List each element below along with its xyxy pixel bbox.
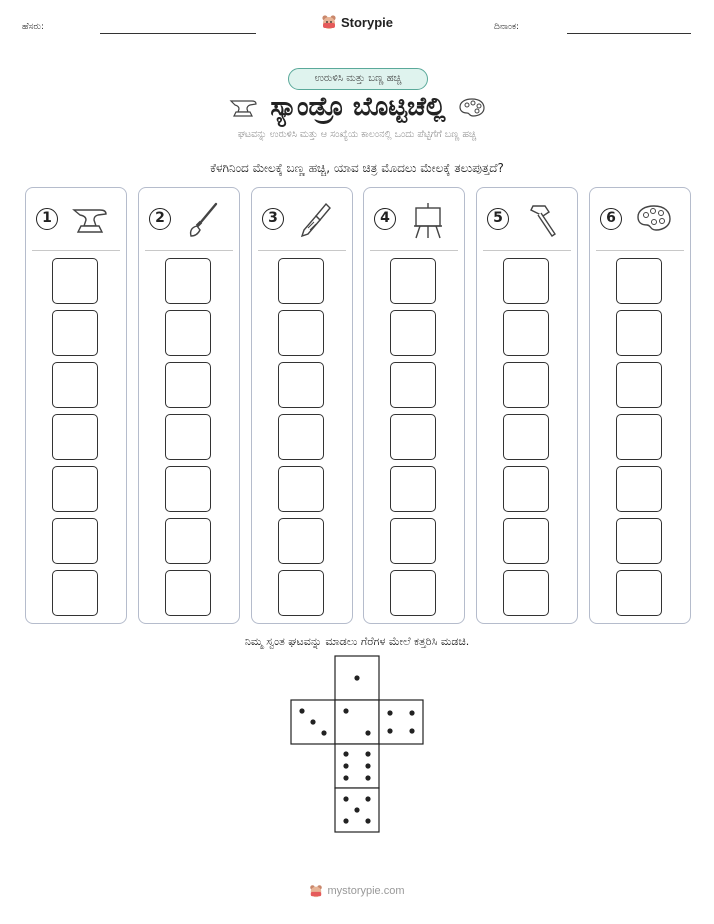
column-number: 5 <box>487 208 509 230</box>
activity-badge: ಉರುಳಿಸಿ ಮತ್ತು ಬಣ್ಣ ಹಚ್ಚಿ <box>288 68 428 90</box>
color-box[interactable] <box>503 258 549 304</box>
anvil-icon <box>70 200 110 240</box>
column-2 <box>138 187 240 624</box>
palette-icon <box>458 97 486 119</box>
color-box[interactable] <box>165 570 211 616</box>
column-header <box>364 188 464 250</box>
column-number: 2 <box>149 208 171 230</box>
name-label: ಹೆಸರು: <box>22 22 45 32</box>
brand-logo <box>0 14 714 34</box>
color-box[interactable] <box>52 258 98 304</box>
color-box[interactable] <box>165 258 211 304</box>
column-divider <box>258 250 346 251</box>
color-box[interactable] <box>390 414 436 460</box>
color-box[interactable] <box>52 518 98 564</box>
dice-face-4 <box>379 700 423 744</box>
color-box[interactable] <box>52 414 98 460</box>
column-5 <box>476 187 578 624</box>
column-number: 1 <box>36 208 58 230</box>
color-box[interactable] <box>165 362 211 408</box>
color-box[interactable] <box>278 258 324 304</box>
column-divider <box>596 250 684 251</box>
color-box[interactable] <box>503 570 549 616</box>
column-1 <box>25 187 127 624</box>
column-divider <box>145 250 233 251</box>
column-3 <box>251 187 353 624</box>
color-box[interactable] <box>503 466 549 512</box>
date-label: ದಿನಾಂಕ: <box>494 22 520 32</box>
column-divider <box>32 250 120 251</box>
page-subtitle: ಘಟವನ್ನು ಉರುಳಿಸಿ ಮತ್ತು ಆ ಸಂಖ್ಯೆಯ ಕಾಲಂನಲ್ಲಿ ಒಂದು ಪೆಟ್ಟಿಗೆಗೆ ಬಣ್ಣ ಹಚ್ಚಿ <box>237 129 477 140</box>
color-box[interactable] <box>503 362 549 408</box>
dice-face-2 <box>335 700 379 744</box>
color-box[interactable] <box>165 414 211 460</box>
color-box[interactable] <box>52 362 98 408</box>
column-header <box>252 188 352 250</box>
color-box[interactable] <box>616 466 662 512</box>
color-box[interactable] <box>278 570 324 616</box>
column-header <box>26 188 126 250</box>
page-title-row <box>0 92 714 126</box>
column-divider <box>483 250 571 251</box>
color-box[interactable] <box>616 258 662 304</box>
color-box[interactable] <box>278 414 324 460</box>
color-box[interactable] <box>52 310 98 356</box>
chisel-icon <box>296 200 336 240</box>
column-divider <box>370 250 458 251</box>
storypie-mascot-icon <box>321 14 337 30</box>
color-box[interactable] <box>278 466 324 512</box>
column-number: 6 <box>600 208 622 230</box>
color-box[interactable] <box>278 518 324 564</box>
color-box[interactable] <box>390 258 436 304</box>
color-box[interactable] <box>616 518 662 564</box>
color-box[interactable] <box>616 570 662 616</box>
color-box[interactable] <box>616 362 662 408</box>
cutout-instruction: ನಿಮ್ಮ ಸ್ವಂತ ಘಟವನ್ನು ಮಾಡಲು ಗೆರೆಗಳ ಮೇಲೆ ಕತ್ತರಿಸಿ ಮಡಚಿ. <box>244 635 470 648</box>
dice-face-6 <box>335 744 379 788</box>
footer-url[interactable]: mystorypie.com <box>327 885 405 897</box>
color-box[interactable] <box>503 310 549 356</box>
column-number: 3 <box>262 208 284 230</box>
color-box[interactable] <box>52 570 98 616</box>
question-text: ಕೆಳಗಿನಿಂದ ಮೇಲಕ್ಕೆ ಬಣ್ಣ ಹಚ್ಚಿ, ಯಾವ ಚಿತ್ರ ಮೊದಲು ಮೇಲಕ್ಕೆ ತಲುಪುತ್ತದೆ? <box>210 161 504 175</box>
color-box[interactable] <box>616 310 662 356</box>
anvil-icon <box>228 97 258 119</box>
column-4 <box>363 187 465 624</box>
dice-net <box>290 655 426 835</box>
color-box[interactable] <box>165 466 211 512</box>
color-box[interactable] <box>390 310 436 356</box>
palette-icon <box>634 200 674 240</box>
date-line[interactable] <box>567 33 691 34</box>
color-box[interactable] <box>390 518 436 564</box>
color-box[interactable] <box>165 310 211 356</box>
color-box[interactable] <box>503 414 549 460</box>
color-box[interactable] <box>278 362 324 408</box>
color-box[interactable] <box>616 414 662 460</box>
hammer-icon <box>521 200 561 240</box>
storypie-mascot-icon <box>309 884 323 898</box>
brand-name: Storypie <box>340 14 393 30</box>
column-number: 4 <box>374 208 396 230</box>
paintbrush-icon <box>183 200 223 240</box>
color-box[interactable] <box>278 310 324 356</box>
column-header <box>590 188 690 250</box>
easel-icon <box>408 200 448 240</box>
column-6 <box>589 187 691 624</box>
page-title: ಸ್ಯಾಂಡ್ರೊ ಬೊಟ್ಟಿಚೆಲ್ಲಿ <box>270 92 446 122</box>
color-box[interactable] <box>390 570 436 616</box>
column-header <box>139 188 239 250</box>
color-box[interactable] <box>52 466 98 512</box>
color-box[interactable] <box>390 466 436 512</box>
color-box[interactable] <box>390 362 436 408</box>
color-box[interactable] <box>503 518 549 564</box>
color-box[interactable] <box>165 518 211 564</box>
column-header <box>477 188 577 250</box>
footer <box>0 884 714 901</box>
